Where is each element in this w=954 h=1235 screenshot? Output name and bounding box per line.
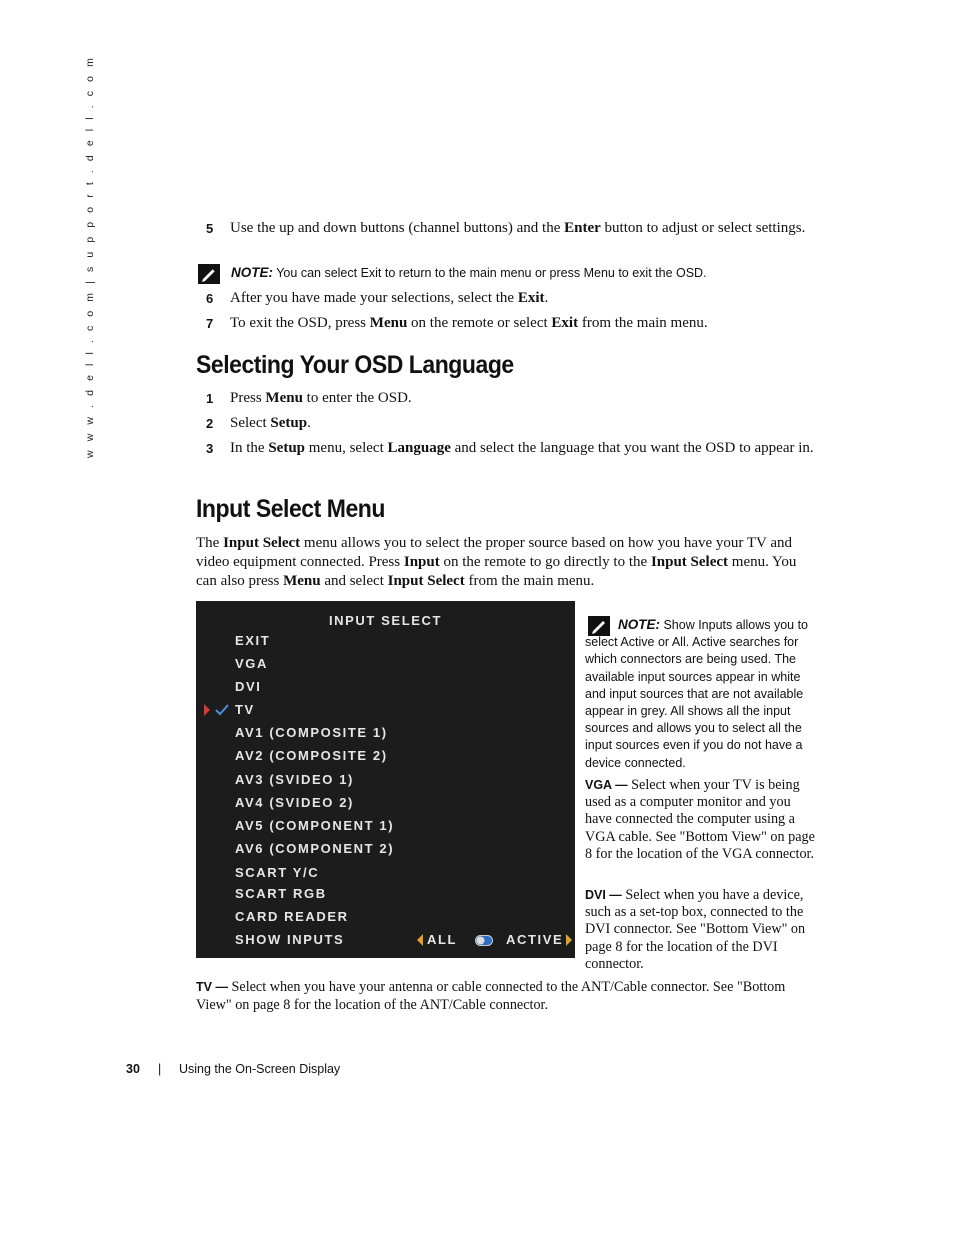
step-text: Use the up and down buttons (channel buttons) and the Enter button to adjust or select settings.	[230, 220, 806, 236]
osd-item-av2[interactable]: AV2 (COMPOSITE 2)	[235, 748, 388, 763]
page-number: 30	[126, 1062, 140, 1076]
note-osd-exit	[198, 265, 818, 280]
toggle-icon[interactable]	[475, 935, 493, 946]
osd-item-tv[interactable]: TV	[235, 702, 255, 717]
osd-item-dvi[interactable]: DVI	[235, 679, 262, 694]
note-label: NOTE:	[618, 617, 660, 632]
step-number: 3	[206, 441, 214, 456]
footer-separator: |	[158, 1062, 162, 1076]
heading-osd-language: Selecting Your OSD Language	[196, 351, 514, 379]
osd-item-card-reader[interactable]: CARD READER	[235, 909, 349, 924]
definition-term: VGA —	[585, 778, 628, 792]
footer-section-title: Using the On-Screen Display	[179, 1062, 341, 1076]
definition-term: TV —	[196, 980, 228, 994]
checkmark-icon	[215, 704, 229, 716]
step-number: 1	[206, 391, 214, 406]
osd-title: INPUT SELECT	[328, 613, 443, 628]
note-label: NOTE:	[231, 265, 273, 280]
pointer-arrow-icon	[203, 704, 211, 716]
arrow-left-icon[interactable]	[416, 934, 424, 946]
step-number: 5	[206, 221, 214, 236]
step-number: 7	[206, 316, 214, 331]
input-select-intro: The Input Select menu allows you to select the proper source based on how you have your TV and video equipment connected. Press Input on the remote to go directly to the Input Select menu. You can also press Menu and select Input Select from the main menu.	[196, 535, 797, 589]
osd-item-vga[interactable]: VGA	[235, 656, 268, 671]
osd-item-scart-rgb[interactable]: SCART RGB	[235, 886, 327, 901]
definition-vga	[585, 777, 815, 863]
definition-term: DVI —	[585, 888, 622, 902]
step-lang-2	[196, 414, 816, 433]
note-pencil-icon	[198, 264, 220, 284]
osd-item-exit[interactable]: EXIT	[235, 633, 271, 648]
side-website-url: w w w . d e l l . c o m | s u p p o r t . d e l l . c o m	[84, 55, 96, 458]
definition-text: Select when your TV is being used as a computer monitor and you have connected the computer using a VGA cable. See "Bottom View" on page 8 for the location of the VGA connector.	[585, 777, 815, 862]
heading-input-select: Input Select Menu	[196, 495, 385, 523]
definition-text: Select when you have your antenna or cable connected to the ANT/Cable connector. See "Bottom View" on page 8 for the location of the ANT/Cable connector.	[196, 979, 786, 1013]
show-inputs-all[interactable]: ALL	[427, 932, 458, 947]
osd-item-av1[interactable]: AV1 (COMPOSITE 1)	[235, 725, 388, 740]
osd-item-av4[interactable]: AV4 (SVIDEO 2)	[235, 795, 354, 810]
note-text: You can select Exit to return to the main menu or press Menu to exit the OSD.	[273, 266, 707, 280]
osd-item-show-inputs[interactable]: SHOW INPUTS	[235, 932, 345, 947]
step-text: Select Setup.	[230, 415, 311, 431]
definition-dvi	[585, 887, 815, 973]
definition-text: Select when you have a device, such as a set-top box, connected to the DVI connector. See "Bottom View" on page 8 for the location of the DVI connector.	[585, 887, 806, 972]
step-7	[196, 314, 816, 333]
osd-item-scart-yc[interactable]: SCART Y/C	[235, 865, 320, 880]
note-show-inputs	[585, 616, 815, 772]
show-inputs-active[interactable]: ACTIVE	[506, 932, 564, 947]
osd-item-av6[interactable]: AV6 (COMPONENT 2)	[235, 841, 395, 856]
step-text: In the Setup menu, select Language and select the language that you want the OSD to appear in.	[230, 440, 814, 456]
step-text: Press Menu to enter the OSD.	[230, 390, 412, 406]
osd-item-av5[interactable]: AV5 (COMPONENT 1)	[235, 818, 395, 833]
definition-tv	[196, 979, 816, 1014]
step-5	[196, 219, 816, 238]
step-lang-3	[196, 439, 816, 458]
note-text: Show Inputs allows you to select Active or All. Active searches for which connectors are being used. The available input sources appear in white and input sources that are not available appear in grey. All shows all the input sources and allows you to select all the input sources even if you do not have a device connected.	[585, 618, 808, 770]
step-lang-1	[196, 389, 816, 408]
step-number: 6	[206, 291, 214, 306]
step-number: 2	[206, 416, 214, 431]
step-6	[196, 289, 816, 308]
osd-item-av3[interactable]: AV3 (SVIDEO 1)	[235, 772, 354, 787]
step-text: To exit the OSD, press Menu on the remote or select Exit from the main menu.	[230, 315, 708, 331]
osd-input-select-screen	[196, 601, 575, 958]
step-text: After you have made your selections, select the Exit.	[230, 290, 549, 306]
arrow-right-icon[interactable]	[565, 934, 573, 946]
